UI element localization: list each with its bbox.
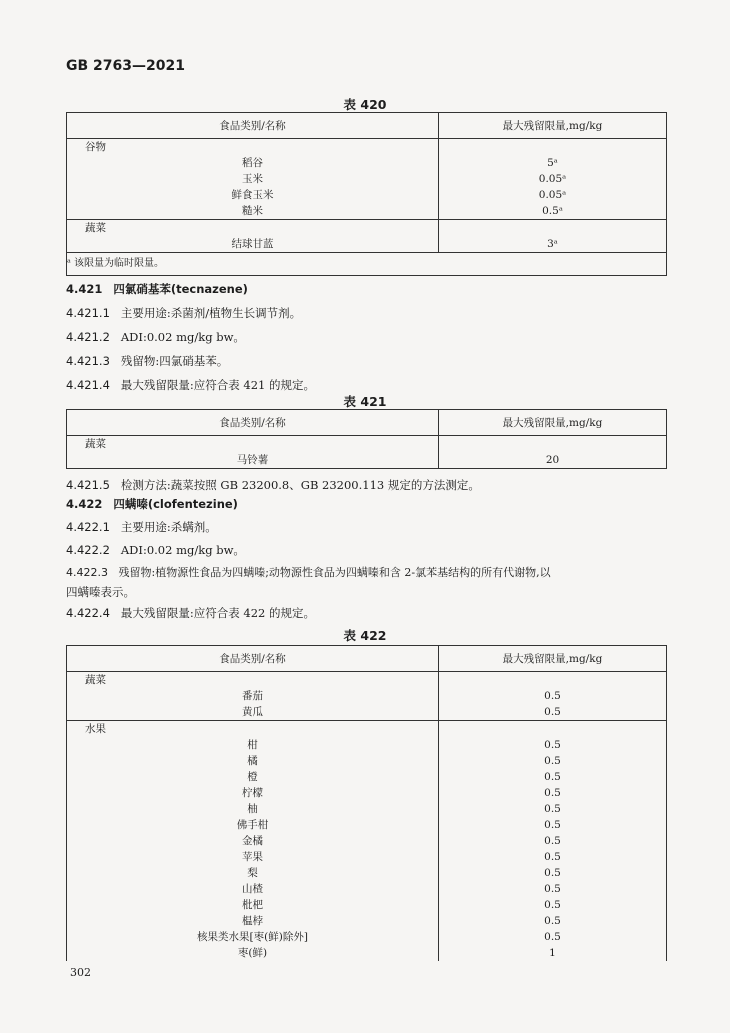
paragraph-number: 4.422.4: [66, 606, 110, 620]
food-name: 柚: [67, 801, 439, 817]
paragraph-text: 检测方法:蔬菜按照 GB 23200.8、GB 23200.113 规定的方法测定。: [120, 478, 480, 492]
paragraph-number: 4.422.3: [66, 566, 108, 579]
table-footnote-row: [67, 253, 667, 276]
paragraph-number: 4.422.1: [66, 520, 110, 534]
table-422-caption: 表 422: [343, 628, 387, 643]
mrl-value: 0.5ᵃ: [542, 205, 563, 217]
mrl-value: 0.5: [544, 787, 561, 799]
table-420: [66, 112, 667, 276]
mrl-value: 0.05ᵃ: [538, 173, 567, 185]
standard-number: GB 2763—2021: [66, 58, 185, 74]
paragraph-text: 最大残留限量:应符合表 421 的规定。: [120, 378, 316, 392]
food-name: 玉米: [67, 171, 439, 187]
table-row: [67, 704, 667, 721]
mrl-value: 0.5: [544, 899, 561, 911]
table-row: [67, 737, 667, 753]
food-name: 黄瓜: [67, 704, 439, 721]
mrl-value: 0.05ᵃ: [538, 189, 567, 201]
table-row: [67, 672, 667, 689]
table-421-col-food: 食品类别/名称: [67, 410, 439, 436]
food-name: 枣(鲜): [67, 945, 439, 961]
table-420-footnote: ᵃ 该限量为临时限量。: [67, 253, 667, 276]
table-422-col-mrl: 最大残留限量,mg/kg: [439, 646, 667, 672]
food-name: 糙米: [67, 203, 439, 220]
paragraph-number: 4.421.5: [66, 478, 110, 492]
paragraph: [66, 542, 245, 558]
mrl-value: 5ᵃ: [547, 157, 558, 169]
mrl-value: 0.5: [544, 867, 561, 879]
table-row: [67, 187, 667, 203]
table-row: [67, 913, 667, 929]
table-row: [67, 155, 667, 171]
section-title: 四螨嗪(clofentezine): [113, 497, 238, 511]
group-label: 水果: [67, 721, 439, 738]
food-name: 枇杷: [67, 897, 439, 913]
paragraph-number: 4.421.3: [66, 354, 110, 368]
mrl-value: 0.5: [544, 690, 561, 702]
table-row: [67, 436, 667, 453]
table-row: [67, 817, 667, 833]
table-row: [67, 785, 667, 801]
mrl-value: 0.5: [544, 915, 561, 927]
paragraph-text: 残留物:四氯硝基苯。: [120, 354, 229, 368]
mrl-value: 20: [545, 454, 560, 466]
table-420-caption: 表 420: [343, 97, 387, 112]
table-row: [67, 881, 667, 897]
food-name: 番茄: [67, 688, 439, 704]
table-row: [67, 929, 667, 945]
paragraph: [66, 329, 245, 345]
paragraph-text: 残留物:植物源性食品为四螨嗪;动物源性食品为四螨嗪和含 2-氯苯基结构的所有代谢物,以: [118, 566, 551, 579]
mrl-value: 0.5: [544, 835, 561, 847]
paragraph-text: ADI:0.02 mg/kg bw。: [120, 543, 245, 557]
table-422: [66, 645, 667, 961]
table-420-col-food: 食品类别/名称: [67, 113, 439, 139]
table-row: [67, 833, 667, 849]
mrl-value: 0.5: [544, 739, 561, 751]
table-row: [67, 452, 667, 469]
food-name: 苹果: [67, 849, 439, 865]
paragraph-number: 4.421.1: [66, 306, 110, 320]
paragraph: [66, 305, 301, 321]
group-label: 蔬菜: [67, 672, 439, 689]
table-row: [67, 753, 667, 769]
section-number: 4.421: [66, 282, 103, 296]
table-row: [67, 236, 667, 253]
mrl-value: 1: [549, 947, 556, 959]
food-name: 梨: [67, 865, 439, 881]
table-row: [67, 721, 667, 738]
paragraph-text: 主要用途:杀螨剂。: [120, 520, 217, 534]
section-number: 4.422: [66, 497, 103, 511]
table-row: [67, 769, 667, 785]
paragraph: [66, 519, 217, 535]
food-name: 马铃薯: [67, 452, 439, 469]
table-421: [66, 409, 667, 469]
table-row: [67, 849, 667, 865]
table-row: [67, 897, 667, 913]
mrl-value: 0.5: [544, 803, 561, 815]
mrl-value: 3ᵃ: [547, 238, 558, 250]
food-name: 橙: [67, 769, 439, 785]
mrl-value: 0.5: [544, 771, 561, 783]
paragraph: [66, 565, 551, 581]
food-name: 山楂: [67, 881, 439, 897]
paragraph-text: 主要用途:杀菌剂/植物生长调节剂。: [120, 306, 302, 320]
table-row: [67, 688, 667, 704]
table-row: [67, 801, 667, 817]
paragraph-text: ADI:0.02 mg/kg bw。: [120, 330, 245, 344]
food-name: 稻谷: [67, 155, 439, 171]
section-422-heading: [66, 496, 238, 512]
table-420-col-mrl: 最大残留限量,mg/kg: [439, 113, 667, 139]
table-row: [67, 171, 667, 187]
paragraph: [66, 377, 315, 393]
food-name: 鲜食玉米: [67, 187, 439, 203]
food-name: 佛手柑: [67, 817, 439, 833]
group-label: 谷物: [67, 139, 439, 156]
table-row: [67, 865, 667, 881]
food-name: 橘: [67, 753, 439, 769]
mrl-value: 0.5: [544, 819, 561, 831]
food-name: 柠檬: [67, 785, 439, 801]
paragraph-continuation: 四螨嗪表示。: [66, 585, 135, 599]
paragraph: [66, 477, 480, 493]
table-row: [67, 220, 667, 237]
mrl-value: 0.5: [544, 851, 561, 863]
table-row: [67, 203, 667, 220]
section-421-heading: [66, 281, 248, 297]
paragraph: [66, 353, 228, 369]
mrl-value: 0.5: [544, 931, 561, 943]
page-number: 302: [70, 966, 91, 979]
group-label: 蔬菜: [67, 220, 439, 237]
food-name: 柑: [67, 737, 439, 753]
table-421-caption: 表 421: [343, 394, 387, 409]
food-name: 金橘: [67, 833, 439, 849]
mrl-value: 0.5: [544, 755, 561, 767]
table-421-col-mrl: 最大残留限量,mg/kg: [439, 410, 667, 436]
food-name: 核果类水果[枣(鲜)除外]: [67, 929, 439, 945]
table-row: [67, 139, 667, 156]
paragraph-number: 4.422.2: [66, 543, 110, 557]
paragraph: [66, 605, 315, 621]
mrl-value: 0.5: [544, 706, 561, 718]
section-title: 四氯硝基苯(tecnazene): [113, 282, 248, 296]
table-422-col-food: 食品类别/名称: [67, 646, 439, 672]
paragraph-number: 4.421.2: [66, 330, 110, 344]
mrl-value: 0.5: [544, 883, 561, 895]
table-row: [67, 945, 667, 961]
paragraph-text: 最大残留限量:应符合表 422 的规定。: [120, 606, 316, 620]
food-name: 榅桲: [67, 913, 439, 929]
food-name: 结球甘蓝: [67, 236, 439, 253]
group-label: 蔬菜: [67, 436, 439, 453]
paragraph-number: 4.421.4: [66, 378, 110, 392]
